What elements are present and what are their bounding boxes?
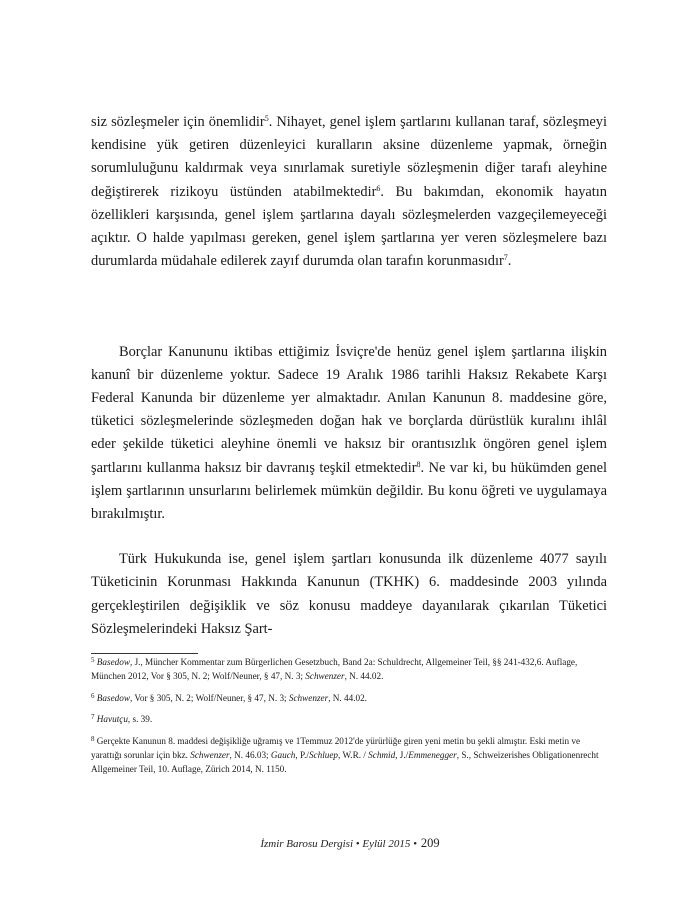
- page-body: [91, 111, 607, 641]
- spacer: [91, 273, 607, 295]
- footnote-ref-6[interactable]: 6: [376, 183, 381, 193]
- footnote-text: , s. 39.: [127, 714, 153, 725]
- paragraph-text: Türk Hukukunda ise, genel işlem şartları konusunda ilk düzenleme 4077 sayılı Tüketicinin Korunması Hakkında Kanunun (TKHK) 6. maddesinde 2003 yılında gerçekleştirilen değişiklik ve söz konusu maddeye dayanılarak çıkarılan Tüketici Sözleşmelerindeki Haksız Şart-: [91, 551, 607, 637]
- author-name: Schluep: [308, 749, 339, 760]
- footnote-7: [91, 713, 607, 727]
- footnote-text: , W.R. /: [338, 749, 369, 760]
- paragraph-2: [91, 341, 607, 527]
- footnote-ref-8[interactable]: 8: [416, 459, 421, 469]
- footnote-ref-5[interactable]: 5: [264, 114, 269, 123]
- author-name: Schwenzer: [190, 749, 230, 760]
- paragraph-1: [91, 111, 607, 273]
- footnote-number: 5: [91, 656, 95, 664]
- spacer: [91, 526, 607, 548]
- author-name: Havutçu: [96, 714, 128, 725]
- footnote-text: , P./: [295, 749, 309, 760]
- footnote-text: Gerçekte Kanunun 8. maddesi değişikliğe uğramış ve 1Temmuz 2012'de yürürlüğe giren yeni metin bu şekli almıştır. Eski metin ve yarattığı sorunlar için bkz.: [91, 736, 581, 760]
- author-name: Schwenzer: [305, 670, 345, 681]
- author-name: Emmenegger: [408, 749, 457, 760]
- author-name: Schmid: [368, 749, 396, 760]
- paragraph-text: siz sözleşmeler için önemlidir: [91, 114, 265, 130]
- footnote-text: , N. 44.02.: [344, 670, 384, 681]
- paragraph-text: . Ne var ki, bu hükümden genel işlem şartlarının unsurlarını belirlemek mümkün değildir. Bu konu öğreti ve uygulamaya bırakılmıştır.: [91, 459, 607, 523]
- paragraph-text: . Nihayet, genel işlem şartlarını kullanan taraf, sözleşmeyi kendisine yük getiren düzenleyici kuralların aksine düzenleme yapmak, örneğin sorumluluğunu kaldırmak veya sınırlamak suretiyle sözleşmenin diğer tarafı aleyhine değiştirerek rizikoyu üstünden atabilmektedir: [91, 114, 607, 200]
- footnotes: [91, 656, 607, 785]
- author-name: Basedow: [96, 657, 130, 667]
- footnote-number: 7: [91, 713, 95, 722]
- footnote-text: , J., Müncher Kommentar zum Bürgerlichen Gesetzbuch, Band 2a: Schuldrecht, Allgemeiner Teil, §§ 241-432,6. Auflage, München 2012, Vor § 305, N. 2; Wolf/Neuner, § 47, N. 3;: [91, 657, 578, 681]
- footnote-8: [91, 735, 607, 776]
- footnote-text: , J./: [395, 749, 409, 760]
- footnote-number: 6: [91, 691, 95, 700]
- journal-name: İzmir Barosu Dergisi • Eylül 2015 •: [260, 838, 417, 850]
- author-name: Gauch: [270, 749, 296, 760]
- paragraph-text: Borçlar Kanununu iktibas ettiğimiz İsviçre'de henüz genel işlem şartlarına ilişkin kanunî bir düzenleme yoktur. Sadece 19 Aralık 1986 tarihli Haksız Rekabete Karşı Federal Kanunda bir düzenleme yer almaktadır. Anılan Kanunun 8. maddesine göre, tüketici sözleşmelerinde sözleşmeden doğan hak ve borçlarda dürüstlük kuralını ihlâl eder şekilde tüketici aleyhine önemli ve haksız bir orantısızlık öngören genel işlem şartlarını kullanma haksız bir davranış teşkil etmektedir: [91, 343, 607, 476]
- footnote-text: , N. 44.02.: [328, 692, 367, 703]
- footnote-5: [91, 656, 607, 684]
- footnote-ref-7[interactable]: 7: [503, 253, 508, 263]
- author-name: Basedow: [96, 692, 130, 703]
- footnote-6: [91, 692, 607, 706]
- footnote-text: , S., Schweizerishes Obligationenrecht Allgemeiner Teil, 10. Auflage, Zürich 2014, N. 1150.: [91, 749, 599, 774]
- footnote-number: 8: [91, 735, 95, 744]
- paragraph-text: . Bu bakımdan, ekonomik hayatın özellikleri karşısında, genel işlem şartlarına dayalı sözleşmelerden vazgeçilemeyeceği açıktır. O halde yapılması gereken, genel işlem şartlarına yer veren sözleşmelere bazı durumlarda müdahale edilerek zayıf durumda olan tarafın korunmasıdır: [91, 183, 607, 270]
- paragraph-text: .: [507, 253, 512, 270]
- paragraph-3: [91, 548, 607, 641]
- spacer: [91, 319, 607, 341]
- footnote-text: , N. 46.03;: [229, 749, 271, 760]
- page-number: 209: [420, 836, 440, 850]
- page-footer: [0, 836, 700, 851]
- footnote-text: , Vor § 305, N. 2; Wolf/Neuner, § 47, N. 3;: [129, 692, 289, 703]
- section-heading: [91, 295, 607, 318]
- footnote-divider: [91, 653, 198, 654]
- author-name: Schwenzer: [288, 692, 329, 703]
